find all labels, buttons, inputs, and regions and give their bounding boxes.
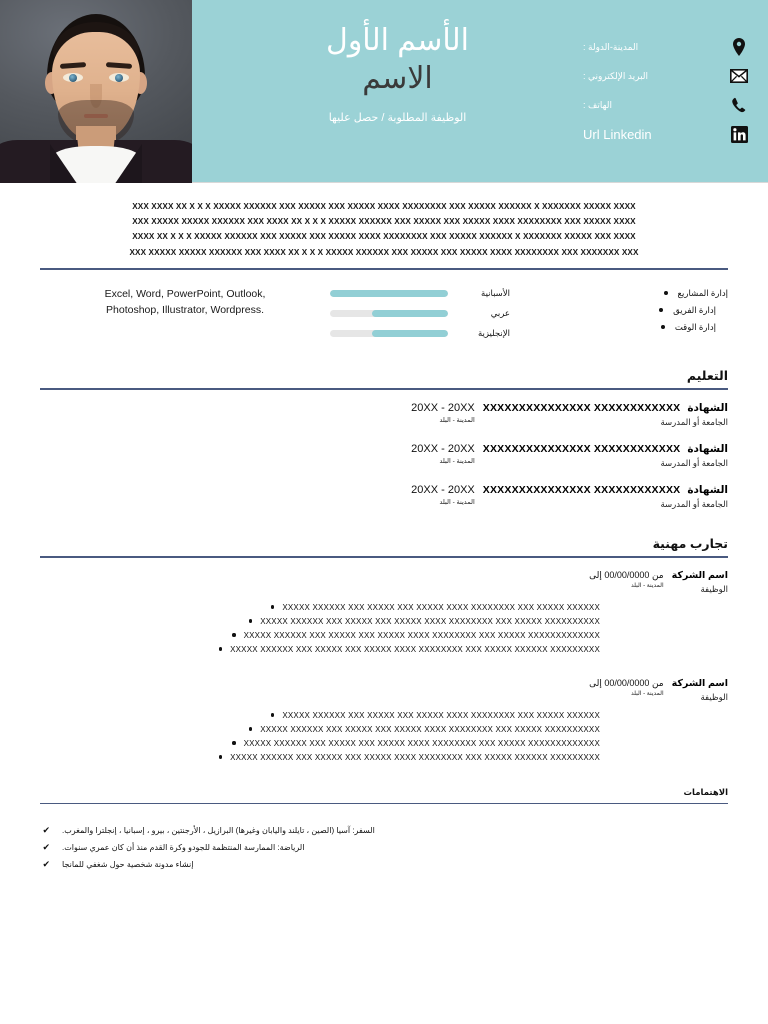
experience-company: اسم الشركة (671, 569, 728, 581)
interest-text: إنشاء مدونة شخصية حول شغفي للمانجا (62, 860, 194, 870)
education-place: المدينة - البلد (439, 416, 475, 424)
interest-item (40, 860, 193, 869)
contact-item-email[interactable] (583, 67, 748, 85)
summary-line-2: XXX XXXXX XXXXX XXXXXX XXX XXXX XX X X X XXXXX XXXXXX XXX XXXXX XXX XXXXX XXXX XXXXXXXX XXX XXXXX XXXX (132, 217, 636, 227)
experience-range-suffix: إلى (589, 569, 602, 580)
summary-line-1: XXX XXXX XX X X X XXXXX XXXXXX XXX XXXXX XXX XXXXX XXXX XXXXXXXX XXX XXXXX XXXXXX X XXXXXXX XXXXX XXXX (132, 202, 636, 211)
experience-bullet (219, 645, 600, 654)
experience-entry (40, 570, 728, 664)
portrait-eye-left (63, 73, 83, 82)
experience-role: الوظيفة (700, 583, 728, 594)
experience-place: المدينة - البلد (631, 582, 664, 589)
experience-range-date: 00/00/0000 (604, 677, 650, 688)
interests-header (40, 772, 728, 803)
cv-header (0, 0, 768, 183)
experience-entry-date (532, 570, 672, 595)
experience-entry (40, 664, 728, 772)
experience-bullets (40, 703, 728, 762)
software-tools (40, 284, 330, 319)
check-icon: ✔ (42, 825, 50, 836)
soft-skills-list (510, 284, 728, 337)
contact-item-linkedin[interactable] (583, 125, 748, 143)
check-icon: ✔ (42, 859, 50, 870)
language-level-fill (372, 310, 448, 317)
education-school: الجامعة أو المدرسة (660, 498, 728, 509)
experience-role: الوظيفة (700, 691, 728, 702)
education-entry (40, 402, 728, 443)
experience-entry-top (40, 570, 728, 595)
envelope-icon (730, 67, 748, 85)
check-icon: ✔ (42, 842, 50, 853)
experience-bullet-text: XXXXX XXXXXX XXX XXXXX XXX XXXXX XXXX XXXXXXXX XXX XXXXX XXXXXX XXXXXXXXX (230, 752, 600, 762)
education-degree-label: الشهادة (687, 483, 728, 496)
experience-divider (40, 556, 728, 558)
interest-item (40, 843, 304, 852)
last-name: الاسم (362, 62, 433, 96)
experience-bullet (219, 753, 600, 762)
education-title: التعليم (686, 368, 728, 383)
experience-bullet (271, 603, 600, 612)
bullet-dot-icon (664, 291, 668, 295)
contact-label-linkedin: Url Linkedin (583, 126, 652, 142)
language-level-fill (330, 290, 448, 297)
contact-label-phone: الهاتف : (583, 99, 612, 110)
interest-text: السفر: آسيا (الصين ، تايلند واليابان وغيرها) البرازيل ، الأرجنتين ، بيرو ، إسبانيا ، إنجلترا والمغرب. (62, 826, 375, 836)
experience-bullet-text: XXXXX XXXXXX XXX XXXXX XXX XXXXX XXXX XXXXXXXX XXX XXXXX XXXXXX XXXXXXXXX (230, 644, 600, 654)
education-degree (483, 443, 728, 455)
experience-bullet-text: XXXXX XXXXXX XXX XXXXX XXX XXXXX XXXX XXXXXXXX XXX XXXXX XXXXXXXXXX (260, 724, 600, 734)
portrait-mouth (84, 114, 108, 118)
soft-skill-label: إدارة الفريق (673, 304, 716, 315)
tools-line-2: Photoshop, Illustrator, Wordpress. (106, 303, 264, 316)
linkedin-icon (730, 125, 748, 143)
experience-entry-date (532, 678, 672, 703)
experience-title: تجارب مهنية (652, 536, 728, 551)
contact-label-city: المدينة-الدولة : (583, 41, 639, 52)
education-degree-placeholder: XXXXXXXXXXXXXXX XXXXXXXXXXXX (482, 483, 681, 496)
experience-bullet-text: XXXXX XXXXXX XXX XXXXX XXX XXXXX XXXX XXXXXXXX XXX XXXXX XXXXXXXXXXXXX (243, 738, 600, 748)
language-level-bar (330, 330, 448, 337)
education-degree (483, 402, 728, 414)
interest-item (40, 826, 375, 835)
experience-bullet-text: XXXXX XXXXXX XXX XXXXX XXX XXXXX XXXX XXXXXXXX XXX XXXXX XXXXXX (282, 602, 600, 612)
experience-entry-body (672, 678, 728, 703)
soft-skill-label: إدارة المشاريع (677, 287, 728, 298)
experience-bullet (271, 711, 600, 720)
first-name: الأسم الأول (326, 24, 469, 57)
bullet-dot-icon (219, 755, 223, 759)
education-entry-body (483, 402, 728, 428)
name-block (192, 0, 583, 126)
education-entry-body (483, 484, 728, 510)
education-entry-body (483, 443, 728, 469)
soft-skill-item (510, 320, 728, 337)
portrait-lapel-left (50, 144, 80, 183)
bullet-dot-icon (249, 727, 253, 731)
education-degree (483, 484, 728, 496)
experience-entry-body (672, 570, 728, 595)
bullet-dot-icon (659, 308, 663, 312)
language-item (330, 328, 510, 339)
interest-text: الرياضة: الممارسة المنتظمة للجودو وكرة القدم منذ أن كان عمري سنوات. (62, 843, 305, 853)
language-level-bar (330, 290, 448, 297)
interests-divider (40, 803, 728, 805)
contact-item-city[interactable] (583, 38, 748, 56)
education-years: 20XX - 20XX (411, 483, 475, 496)
education-degree-label: الشهادة (687, 401, 728, 414)
education-degree-placeholder: XXXXXXXXXXXXXXX XXXXXXXXXXXX (482, 401, 681, 414)
experience-range (532, 678, 664, 689)
language-level-bar (330, 310, 448, 317)
education-years: 20XX - 20XX (411, 401, 475, 414)
skills-strip (0, 270, 768, 357)
tools-line-1: Excel, Word, PowerPoint, Outlook, (104, 287, 266, 300)
bullet-dot-icon (249, 619, 253, 623)
education-degree-label: الشهادة (687, 442, 728, 455)
language-item (330, 308, 510, 319)
experience-bullet-text: XXXXX XXXXXX XXX XXXXX XXX XXXXX XXXX XXXXXXXX XXX XXXXX XXXXXXXXXXXXX (243, 630, 600, 640)
contact-list (583, 0, 768, 143)
portrait-eye-right (109, 73, 129, 82)
experience-entry-top (40, 678, 728, 703)
language-label: عربي (490, 307, 510, 318)
experience-bullet-text: XXXXX XXXXXX XXX XXXXX XXX XXXXX XXXX XXXXXXXX XXX XXXXX XXXXXXXXXX (260, 616, 600, 626)
interests-section (0, 772, 768, 870)
experience-range-date: 00/00/0000 (604, 569, 650, 580)
portrait-lapel-right (112, 144, 142, 183)
language-level-fill (372, 330, 448, 337)
experience-range (532, 570, 664, 581)
experience-bullets (40, 595, 728, 654)
bullet-dot-icon (271, 605, 275, 609)
bullet-dot-icon (232, 741, 236, 745)
phone-icon (730, 96, 748, 114)
education-entry-date (343, 443, 483, 469)
contact-label-email: البريد الإلكتروني : (583, 70, 649, 81)
experience-place: المدينة - البلد (631, 690, 664, 697)
contact-item-phone[interactable] (583, 96, 748, 114)
profile-photo (0, 0, 192, 183)
education-place: المدينة - البلد (439, 457, 475, 465)
experience-range-prefix: من (651, 677, 664, 688)
language-item (330, 288, 510, 299)
experience-range-prefix: من (651, 569, 664, 580)
experience-section (0, 525, 768, 772)
language-label: الإنجليزية (477, 327, 510, 338)
languages-list (330, 284, 510, 339)
education-divider (40, 388, 728, 390)
job-target: الوظيفة المطلوبة / حصل عليها (328, 111, 467, 124)
location-pin-icon (730, 38, 748, 56)
experience-header (40, 525, 728, 556)
profile-summary (0, 183, 768, 268)
education-place: المدينة - البلد (439, 498, 475, 506)
interests-list (40, 816, 728, 869)
header-main (192, 0, 768, 182)
education-header (40, 357, 728, 388)
education-section (0, 357, 768, 525)
bullet-dot-icon (232, 633, 236, 637)
soft-skill-item (510, 286, 728, 303)
education-entry (40, 484, 728, 525)
education-school: الجامعة أو المدرسة (660, 457, 728, 468)
bullet-dot-icon (219, 647, 223, 651)
experience-range-suffix: إلى (589, 677, 602, 688)
experience-bullet (232, 631, 600, 640)
soft-skill-label: إدارة الوقت (674, 321, 716, 332)
experience-bullet-text: XXXXX XXXXXX XXX XXXXX XXX XXXXX XXXX XXXXXXXX XXX XXXXX XXXXXX (282, 710, 600, 720)
summary-line-4: XXX XXXXX XXXXX XXXXXX XXX XXXX XX X X X XXXXX XXXXXX XXX XXXXX XXX XXXXX XXXX XXXXXXXX XXX XXXXXXX XXX (129, 247, 639, 257)
soft-skill-item (510, 303, 728, 320)
experience-bullet (249, 725, 600, 734)
education-years: 20XX - 20XX (411, 442, 475, 455)
portrait-image (0, 0, 192, 183)
bullet-dot-icon (271, 713, 275, 717)
summary-line-3: XXXX XX X X X XXXXX XXXXXX XXX XXXXX XXX XXXXX XXXX XXXXXXXX XXX XXXXX XXXXXX X XXXXXXX XXXXX XXX XXXX (132, 232, 636, 242)
education-entry-date (343, 484, 483, 510)
interests-title: الاهتمامات (683, 786, 728, 797)
education-entry (40, 443, 728, 484)
experience-bullet (249, 617, 600, 626)
language-label: الأسبانية (481, 287, 510, 298)
bullet-dot-icon (661, 325, 665, 329)
education-entry-date (343, 402, 483, 428)
education-degree-placeholder: XXXXXXXXXXXXXXX XXXXXXXXXXXX (482, 442, 681, 455)
experience-company: اسم الشركة (671, 677, 728, 689)
experience-bullet (232, 739, 600, 748)
education-school: الجامعة أو المدرسة (660, 416, 728, 427)
